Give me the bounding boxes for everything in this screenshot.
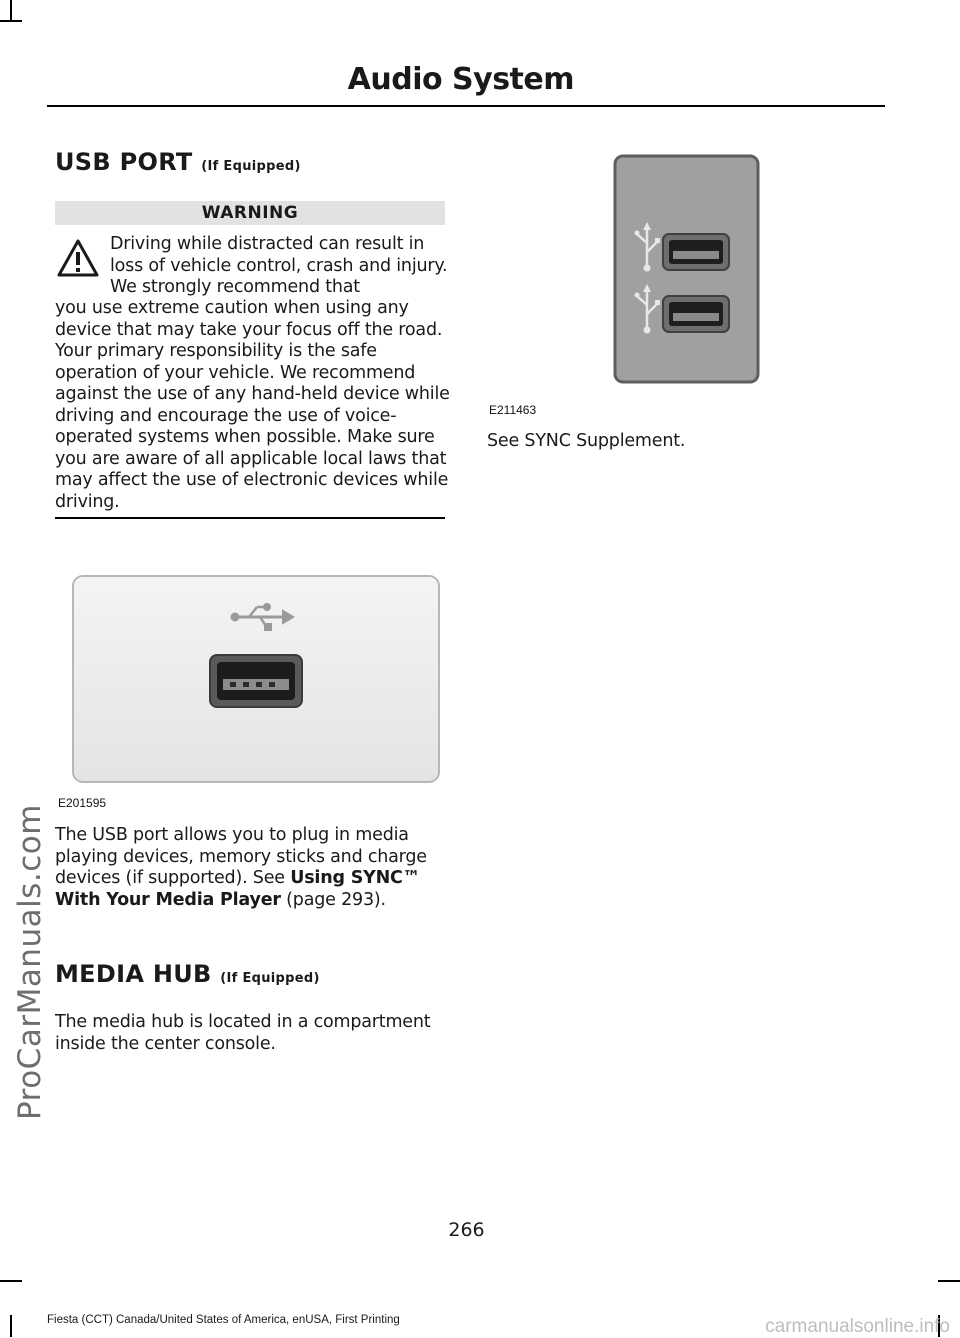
footer-watermark-link[interactable]: carmanualsonline.info xyxy=(765,1316,950,1337)
section-title: USB PORT xyxy=(55,148,193,176)
page-title: Audio System xyxy=(347,62,574,97)
warning-text-intro: Driving while distracted can result in loss of vehicle control, crash and injury. We strongly recommend that xyxy=(110,234,448,297)
watermark: ProCarManuals.com xyxy=(12,804,48,1120)
page-number: 266 xyxy=(448,1219,485,1241)
crop-mark xyxy=(0,1280,22,1282)
section-title: MEDIA HUB xyxy=(55,960,212,988)
footer-text: Fiesta (CCT) Canada/United States of America, enUSA, First Printing xyxy=(47,1314,400,1326)
section-heading-media-hub xyxy=(55,960,320,988)
section-qualifier: (If Equipped) xyxy=(220,971,320,986)
header-divider xyxy=(47,105,885,107)
sync-note: See SYNC Supplement. xyxy=(487,431,686,451)
media-hub-paragraph: The media hub is located in a compartment inside the center console. xyxy=(55,1012,431,1054)
crop-mark xyxy=(10,0,12,22)
crop-mark xyxy=(938,1280,960,1282)
usb-paragraph-page-ref: (page 293). xyxy=(280,889,386,910)
section-heading-usb-port xyxy=(55,148,301,176)
section-qualifier: (If Equipped) xyxy=(201,159,301,174)
usb-port-paragraph xyxy=(55,825,450,911)
usb-paragraph-text: The USB port allows you to plug in media playing devices, memory sticks and charge devices (if supported). See xyxy=(55,825,427,888)
figure-id: E201595 xyxy=(58,796,107,810)
warning-text-body: you use extreme caution when using any device that may take your focus off the road. Your primary responsibility is the safe operation of your vehicle. We recommend against the use of any hand-held device while driving and encourage the use of voice-operated systems when possible. Make sure you are aware of all applicable local laws that may affect the use of electronic devices while driving. xyxy=(55,298,450,512)
warning-divider xyxy=(55,517,445,519)
crop-mark xyxy=(10,1315,12,1337)
figure-id: E211463 xyxy=(489,403,537,417)
cross-reference-link[interactable]: Using SYNC™ With Your Media Player xyxy=(55,868,420,910)
crop-mark xyxy=(0,20,22,22)
usb-port-illustration xyxy=(55,562,447,790)
warning-label: WARNING xyxy=(55,201,445,225)
warning-triangle-icon xyxy=(56,238,100,278)
media-hub-illustration xyxy=(487,150,787,392)
